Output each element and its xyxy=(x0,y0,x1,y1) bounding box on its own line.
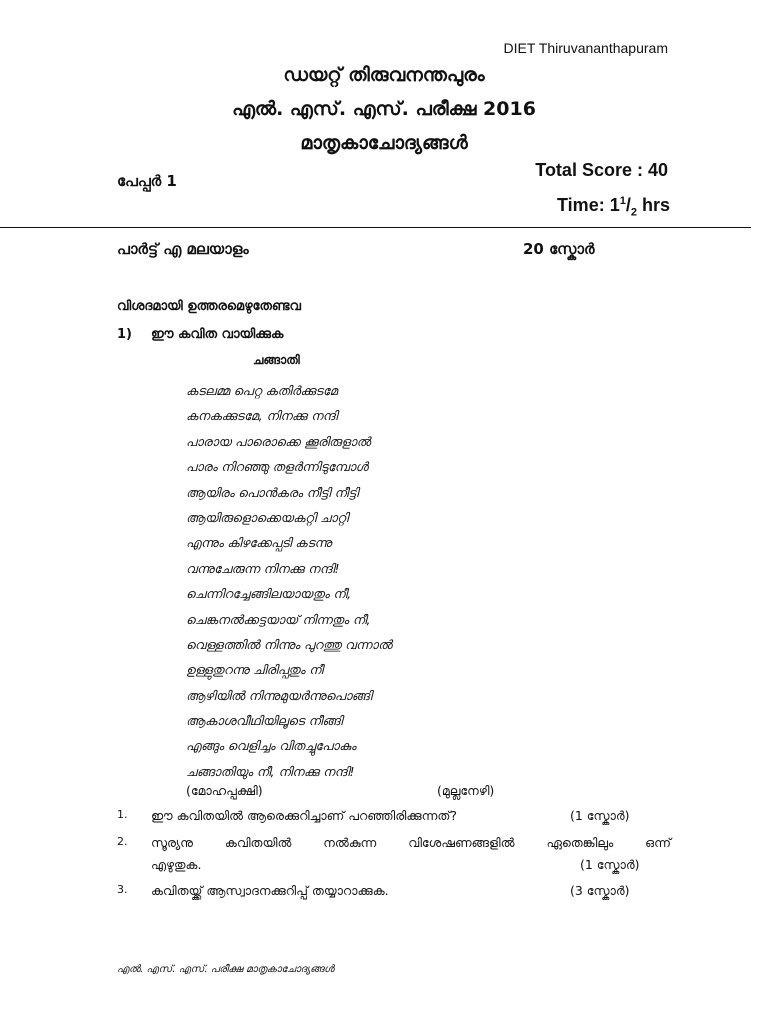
poem-line: ആയിരുളൊക്കെയകറ്റി ചാറ്റി xyxy=(186,509,349,525)
poem-line: എങ്ങും വെളിച്ചം വിതച്ചുപോകും xyxy=(186,738,357,754)
poem-body xyxy=(186,378,546,784)
poem-line: ആഴിയിൽ നിന്നുമുയർന്നുപൊങ്ങി xyxy=(186,687,372,703)
poem-source: (മോഹപ്പക്ഷി) xyxy=(186,783,263,798)
subquestion-number: 3. xyxy=(117,883,128,896)
part-label: പാർട്ട് എ മലയാളം xyxy=(117,240,249,258)
subquestion-marks: (3 സ്കോർ) xyxy=(570,883,630,898)
header-divider xyxy=(0,227,751,228)
poem-author: (മുല്ലനേഴി) xyxy=(437,783,495,798)
section-instruction: വിശദമായി ഉത്തരമെഴുതേണ്ടവ xyxy=(117,299,301,314)
paper-number: പേപ്പർ 1 xyxy=(117,172,177,190)
subquestion-text: സൂര്യനു കവിതയിൽ നൽകുന്ന വിശേഷണങ്ങളിൽ ഏതെങ്കിലും ഒന്ന് xyxy=(151,835,671,850)
question-number: 1) xyxy=(117,327,132,342)
poem-line: ചെങ്കനൽക്കട്ടയായ് നിന്നതും നീ, xyxy=(186,611,371,627)
poem-line: കനകക്കുടമേ, നിനക്കു നന്ദി xyxy=(186,408,338,424)
total-score: Total Score : 40 xyxy=(535,160,668,180)
subquestion-text-continued: എഴുതുക. xyxy=(151,857,202,872)
exam-name: എൽ. എസ്. എസ്. പരീക്ഷ 2016 xyxy=(232,98,536,120)
subquestion-number: 1. xyxy=(117,808,128,821)
poem-line: ഉള്ളുതുറന്നു ചിരിപ്പതും നീ xyxy=(186,662,323,678)
poem-line: ആയിരം പൊൻകരം നീട്ടി നീട്ടി xyxy=(186,484,359,500)
poem-line: ആകാശവീഥിയിലൂടെ നീങ്ങി xyxy=(186,713,343,729)
subquestion-marks: (1 സ്കോർ) xyxy=(570,808,630,823)
poem-title: ചങ്ങാതി xyxy=(253,353,300,367)
poem-line: എന്നും കിഴക്കേപ്പടി കടന്നു xyxy=(186,535,332,551)
part-score: 20 സ്കോർ xyxy=(523,240,595,258)
subquestion-text: ഈ കവിതയിൽ ആരെക്കുറിച്ചാണ് പറഞ്ഞിരിക്കുന്നത്? xyxy=(151,808,458,823)
subquestion-text: കവിതയ്ക്ക് ആസ്വാദനക്കുറിപ്പ് തയ്യാറാക്കുക. xyxy=(151,883,389,898)
subquestion-number: 2. xyxy=(117,835,128,848)
poem-line: പാരായ പാരൊക്കെ ക്കൂരിരുളാൽ xyxy=(186,433,371,449)
exam-time: Time: $1^1/_2$ hrs xyxy=(557,195,670,219)
document-subtitle: മാതൃകാചോദ്യങ്ങൾ xyxy=(300,132,468,154)
poem-line: ചങ്ങാതിയും നീ, നിനക്കു നന്ദി! xyxy=(186,763,355,779)
poem-line: ചെന്നിറച്ചേങ്ങിലയായതും നീ, xyxy=(186,586,352,602)
organization-label: DIET Thiruvananthapuram xyxy=(503,40,668,56)
poem-line: പാരം നിറഞ്ഞു തളർന്നിടുമ്പോൾ xyxy=(186,459,369,475)
poem-line: വന്നുചേരുന്ന നിനക്കു നന്ദി! xyxy=(186,560,340,576)
page-footer: എൽ. എസ്. എസ്. പരീക്ഷ മാതൃകാചോദ്യങ്ങൾ xyxy=(117,964,335,975)
subquestion-marks: (1 സ്കോർ) xyxy=(580,857,640,872)
poem-line: കടലമ്മ പെറ്റ കതിർക്കുടമേ xyxy=(186,383,338,398)
question-text: ഈ കവിത വായിക്കുക xyxy=(151,327,284,342)
document-title: ഡയറ്റ് തിരുവനന്തപുരം xyxy=(283,64,485,86)
poem-line: വെള്ളത്തിൽ നിന്നും പുറത്തു വന്നാൽ xyxy=(186,636,393,652)
